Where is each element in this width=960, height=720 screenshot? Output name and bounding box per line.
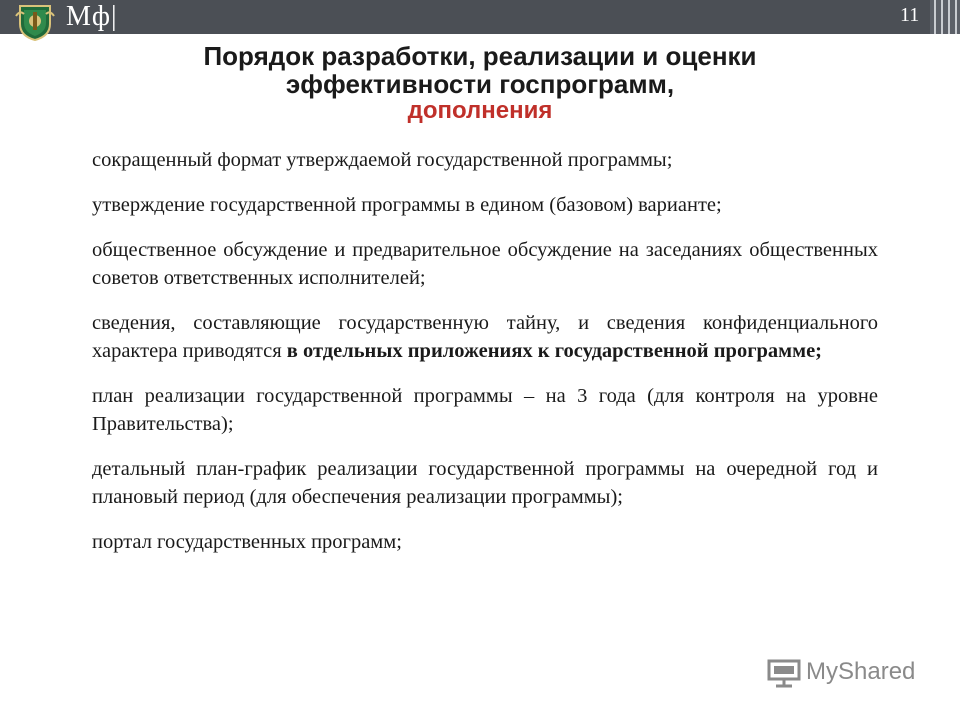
list-item-text: детальный план-график реализации государственной программы на очередной год и плановый период (для обеспечения реализации программы); (92, 458, 878, 508)
title-subtitle: дополнения (407, 97, 553, 124)
list-item-emphasis: в отдельных приложениях к государственной программе; (286, 340, 823, 362)
logo-text: Мф| (66, 1, 118, 32)
header-band (0, 0, 960, 34)
list-item (92, 382, 878, 438)
list-item-text: сокращенный формат утверждаемой государственной программы; (92, 149, 673, 171)
body-list (92, 146, 878, 573)
list-item-text: утверждение государственной программы в едином (базовом) варианте; (92, 194, 722, 216)
watermark (766, 656, 926, 690)
list-item (92, 455, 878, 511)
title-line-1: Порядок разработки, реализации и оценки (203, 41, 757, 71)
list-item-text: общественное обсуждение и предварительное обсуждение на заседаниях общественных советов ответственных исполнителей; (92, 239, 878, 289)
watermark-text: MyShared (806, 658, 916, 685)
edge-decoration (930, 0, 960, 34)
list-item (92, 146, 878, 174)
list-item (92, 191, 878, 219)
slide-title (120, 42, 840, 124)
presentation-board-icon (766, 658, 802, 688)
list-item-text: сведения, составляющие государственную тайну, и сведения конфиденциального характера приводятся (92, 312, 878, 362)
list-item-text: план реализации государственной программы – на 3 года (для контроля на уровне Правительства); (92, 385, 878, 435)
list-item (92, 236, 878, 292)
list-item (92, 309, 878, 365)
list-item-text: портал государственных программ; (92, 531, 402, 553)
list-item (92, 528, 878, 556)
coat-of-arms-icon (14, 2, 56, 42)
title-line-2: эффективности госпрограмм, (285, 69, 675, 99)
page-number: 11 (900, 4, 920, 26)
